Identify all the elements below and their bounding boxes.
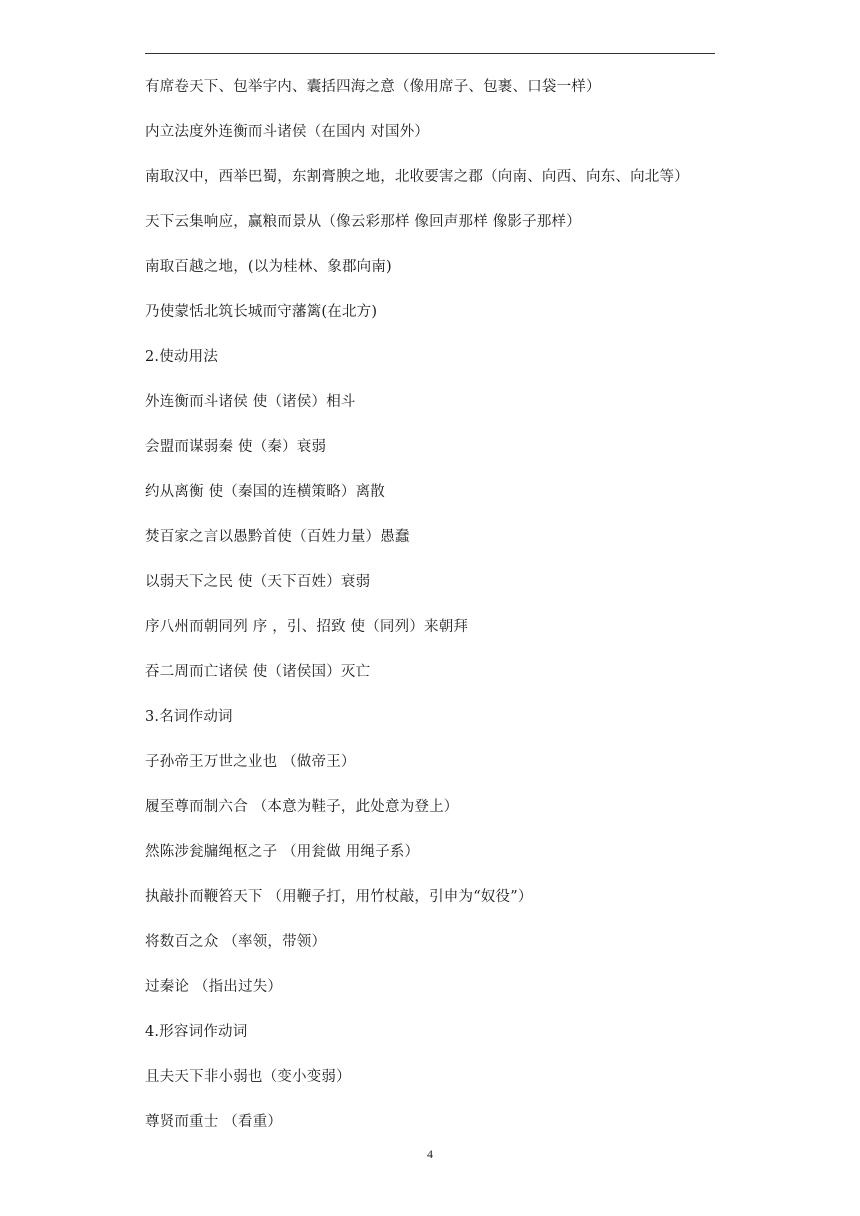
text-line: 序八州而朝同列 序 ，引、招致 使（同列）来朝拜	[145, 619, 469, 635]
text-line: 且夫天下非小弱也（变小变弱）	[145, 1069, 351, 1085]
text-line: 约从离衡 使（秦国的连横策略）离散	[145, 484, 386, 500]
text-line: 然陈涉瓮牖绳枢之子 （用瓮做 用绳子系）	[145, 844, 420, 860]
text-line: 南取百越之地，(以为桂林、象郡向南)	[145, 259, 392, 275]
text-line: 内立法度外连衡而斗诸侯（在国内 对国外）	[145, 124, 430, 140]
page-number: 4	[427, 1147, 433, 1161]
text-line: 有席卷天下、包举宇内、囊括四海之意（像用席子、包裹、口袋一样）	[145, 79, 601, 95]
text-line: 履至尊而制六合 （本意为鞋子，此处意为登上）	[145, 799, 459, 815]
section-heading: 3.名词作动词	[145, 709, 233, 725]
text-line: 乃使蒙恬北筑长城而守藩篱(在北方)	[145, 304, 378, 320]
text-line: 焚百家之言以愚黔首使（百姓力量）愚蠢	[145, 529, 410, 545]
text-line: 执敲扑而鞭笞天下 （用鞭子打，用竹杖敲，引申为“奴役”）	[145, 889, 533, 905]
text-line: 天下云集响应，赢粮而景从（像云彩那样 像回声那样 像影子那样）	[145, 214, 581, 230]
section-heading: 4.形容词作动词	[145, 1024, 248, 1040]
text-line: 以弱天下之民 使（天下百姓）衰弱	[145, 574, 371, 590]
header-rule	[145, 53, 715, 54]
text-line: 子孙帝王万世之业也 （做帝王）	[145, 754, 356, 770]
text-line: 会盟而谋弱秦 使（秦）衰弱	[145, 439, 327, 455]
text-line: 过秦论 （指出过失）	[145, 979, 283, 995]
text-line: 将数百之众 （率领，带领）	[145, 934, 327, 950]
document-body	[145, 77, 745, 1157]
text-line: 尊贤而重士 （看重）	[145, 1114, 283, 1130]
text-line: 吞二周而亡诸侯 使（诸侯国）灭亡	[145, 664, 371, 680]
section-heading: 2.使动用法	[145, 349, 219, 365]
text-line: 外连衡而斗诸侯 使（诸侯）相斗	[145, 394, 356, 410]
text-line: 南取汉中，西举巴蜀，东割膏腴之地，北收要害之郡（向南、向西、向东、向北等）	[145, 169, 689, 185]
